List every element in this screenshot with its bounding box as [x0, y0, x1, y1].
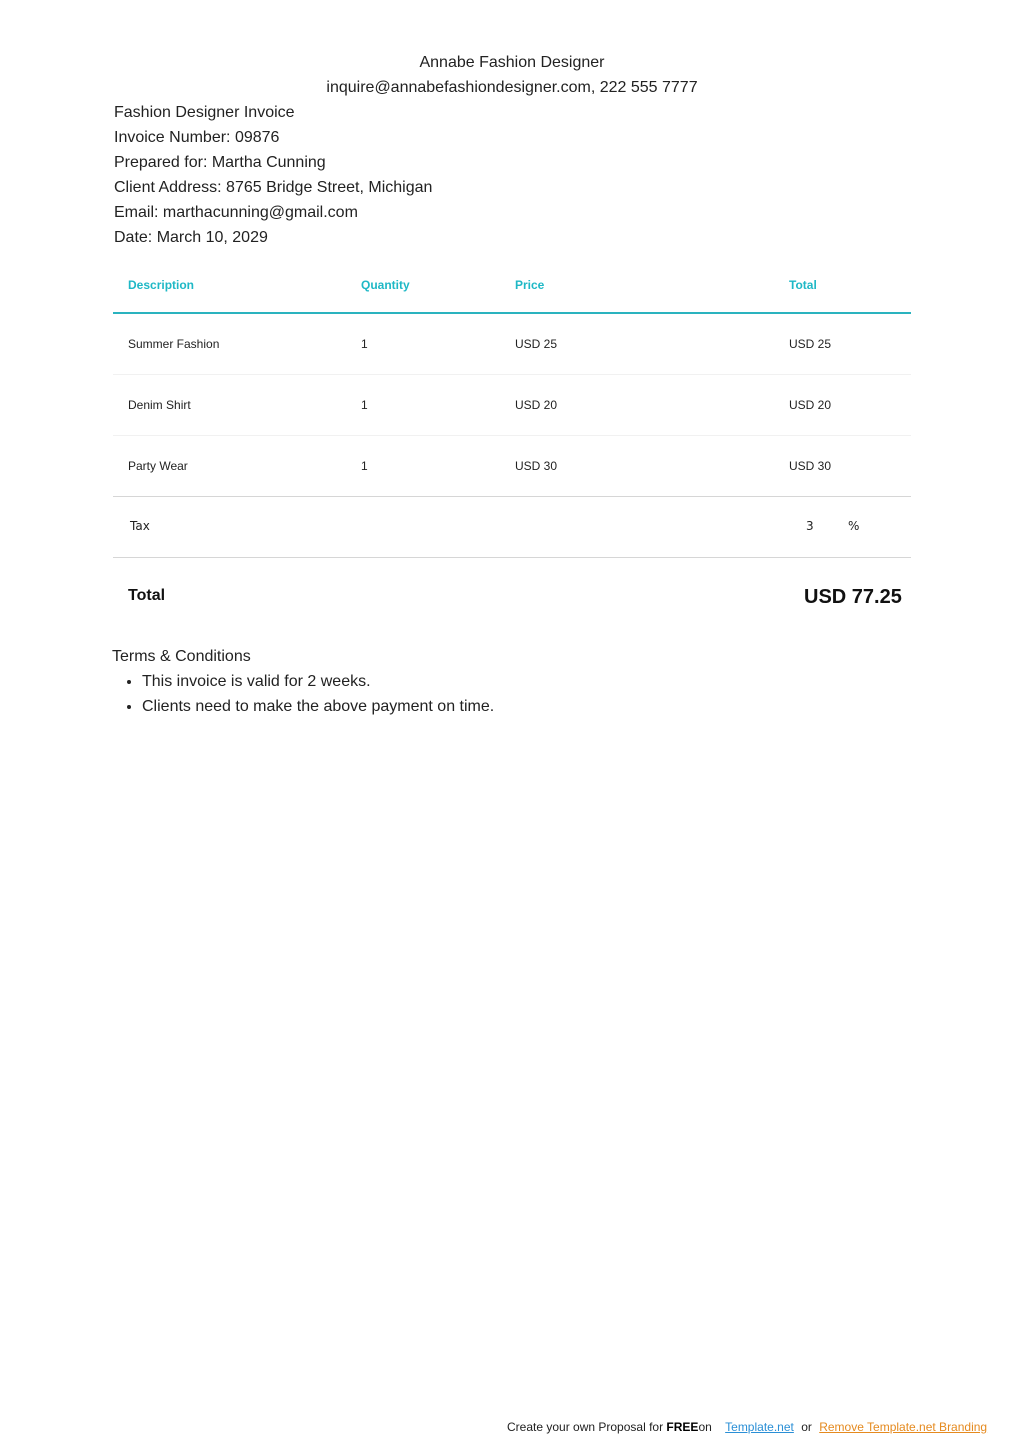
footer-on: on	[698, 1420, 712, 1434]
branding-footer	[507, 1420, 987, 1434]
footer-free: FREE	[666, 1420, 699, 1434]
table-header-row	[113, 257, 911, 313]
column-header-quantity: Quantity	[361, 257, 515, 313]
client-email: Email: marthacunning@gmail.com	[114, 204, 358, 221]
cell-quantity: 1	[361, 313, 515, 375]
cell-total: USD 25	[789, 313, 911, 375]
client-address: Client Address: 8765 Bridge Street, Michigan	[114, 179, 433, 196]
invoice-document	[113, 50, 911, 719]
cell-total: USD 20	[789, 375, 911, 436]
table-row	[113, 313, 911, 375]
template-net-link[interactable]: Template.net	[725, 1420, 794, 1434]
list-item: • This invoice is valid for 2 weeks.	[142, 669, 911, 694]
cell-quantity: 1	[361, 375, 515, 436]
column-header-price: Price	[515, 257, 789, 313]
cell-price: USD 25	[515, 313, 789, 375]
tax-label: Tax	[130, 519, 150, 533]
table-row	[113, 375, 911, 436]
footer-or: or	[801, 1420, 812, 1434]
company-contact: inquire@annabefashiondesigner.com, 222 555 7777	[326, 79, 698, 96]
cell-price: USD 20	[515, 375, 789, 436]
total-row	[113, 558, 911, 638]
cell-description: Denim Shirt	[113, 375, 361, 436]
tax-value: 3	[806, 519, 814, 533]
terms-list	[113, 669, 911, 719]
company-name: Annabe Fashion Designer	[419, 54, 605, 71]
invoice-date: Date: March 10, 2029	[114, 229, 268, 246]
tax-row	[113, 497, 911, 558]
list-item: • Clients need to make the above payment on time.	[142, 694, 911, 719]
footer-prefix: Create your own Proposal for	[507, 1420, 667, 1434]
cell-description: Party Wear	[113, 436, 361, 497]
column-header-description: Description	[113, 257, 361, 313]
cell-description: Summer Fashion	[113, 313, 361, 375]
invoice-title: Fashion Designer Invoice	[114, 104, 295, 121]
total-value: USD 77.25	[804, 586, 902, 608]
cell-price: USD 30	[515, 436, 789, 497]
cell-total: USD 30	[789, 436, 911, 497]
column-header-total: Total	[789, 257, 911, 313]
terms-title: Terms & Conditions	[112, 648, 251, 665]
prepared-for: Prepared for: Martha Cunning	[114, 154, 326, 171]
tax-unit: %	[848, 519, 860, 533]
terms-section	[113, 644, 911, 719]
line-items-table	[113, 257, 911, 497]
table-row	[113, 436, 911, 497]
total-label: Total	[128, 587, 166, 604]
remove-branding-link[interactable]: Remove Template.net Branding	[819, 1420, 988, 1434]
invoice-number: Invoice Number: 09876	[114, 129, 280, 146]
cell-quantity: 1	[361, 436, 515, 497]
